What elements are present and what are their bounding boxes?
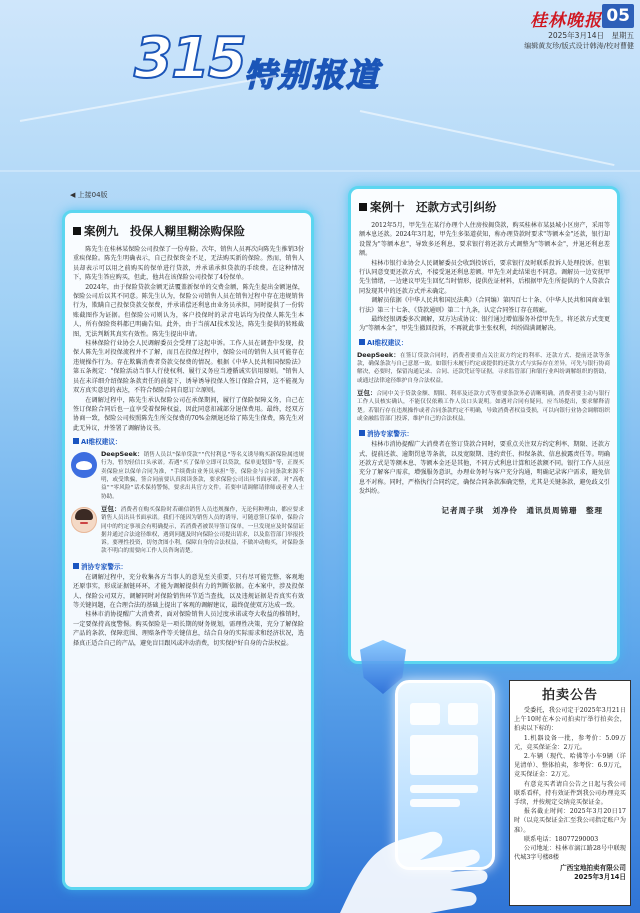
notice-signature — [514, 864, 626, 882]
case9-deepseek-text — [101, 450, 304, 501]
case9-label: 案例九 — [84, 224, 119, 238]
doubao-advice-text: 合同中关于贷款金额、期限、利率及还款方式等重要条款务必清晰明确，消费者要主动与银行工作人员核实确认，不能仅仅依赖工作人员口头说明。如遇对合同有疑问，应当场提出，要求解释清楚。若银行存在违规操作或者合同条款约定不明确，导致消费者权益受损，可以向银行业协会调解组织或金融监管部门投诉，维护自己的合法权益。 — [357, 391, 610, 422]
auction-notice — [509, 680, 631, 906]
case10-doubao-text — [357, 389, 610, 423]
notice-paragraph: 1.机器设备一批，参考价：5.09万元，竞买保证金：2万元。 — [514, 734, 626, 751]
continued-from-label: ◀ 上接04版 — [70, 191, 108, 199]
case9-warning-body — [65, 573, 311, 648]
square-bullet-icon — [73, 563, 79, 569]
doubao-name: 豆包： — [101, 504, 121, 513]
doubao-avatar-icon — [71, 507, 97, 533]
case9-title: 投保人糊里糊涂购保险 — [130, 224, 245, 238]
newspaper-logo: 桂林晚报 — [530, 11, 602, 31]
notice-paragraph: 有意竞买者请自公告之日起与我公司联系看样，持有效证件到我公司办理竞买手续，并按规定交纳竞买保证金。 — [514, 780, 626, 807]
issue-date: 2025年3月14日 星期五 — [548, 31, 634, 40]
square-bullet-icon — [73, 227, 81, 235]
case9-warning-paragraph: 在调解过程中，充分收集各方当事人的意见至关重要，只有尽可能完整、客观地还原事实，形成证据链环环，才能为调解提供有力的判断依据。在本案中，涉及投保人、保险公司双方，调解同时对保险销售环节适当查找，以及违规证据是否真实有效等关键问题，在合理合法的基础上提出了客观的调解建议，最终促使双方达成一致。 — [73, 573, 304, 609]
case9-ai-header — [65, 433, 311, 448]
continued-from-text: 上接04版 — [77, 191, 108, 199]
case10-ai-header-text: AI维权建议： — [367, 338, 408, 347]
notice-paragraph: 报名截止时间：2025年3月20日17时（以竞买保证金汇至我公司指定账户为准）。 — [514, 808, 626, 834]
case9-warning-header — [65, 558, 311, 573]
case10-panel — [348, 186, 620, 664]
whale-icon — [71, 452, 97, 478]
case9-warning-paragraph: 桂林市消协提醒广大消费者，面对保险销售人员过度承诺或夸大收益的推销时，一定要保持高度警惕。购买保险是一项长期的财务规划，需理性决策，充分了解保险产品的条款、保障范围、理赔条件等关键信息，结合自身的实际需求和经济状况，选择真正适合自己的产品，避免盲目跟风或冲动消费，切实保护好自身的合法权益。 — [73, 611, 304, 647]
notice-title: 拍卖公告 — [541, 688, 598, 703]
square-bullet-icon — [359, 430, 365, 436]
case9-ai-header-text: AI维权建议： — [81, 438, 122, 447]
square-bullet-icon — [359, 339, 365, 345]
doubao-name: 豆包： — [357, 389, 377, 398]
deepseek-name: DeepSeek： — [101, 450, 144, 459]
case10-warning-body — [351, 440, 617, 496]
light-ray — [0, 170, 640, 172]
notice-paragraph: 公司地址：桂林市漓江路28号中联现代城3字号楼8楼 — [514, 845, 626, 862]
doubao-advice-text: 消费者在购买保险时若确信销售人员违规操作，无论何种理由，都应要求销售人员出具书面承诺。我们不能因为销售人员的诱导，可随意签订保单，保险合同中的约定事项会有明确提示，若消费者被误导签订保单，一旦发现应及时保留证据并通过合法途径维权，遇到问题及时向保险公司提出请求，以及监管部门举报投诉。要理性投资，切勿贪图小利，保障自身的合法权益，不做冲动购买，对保险条款不明白的需要向工作人员咨询清楚。 — [101, 506, 304, 555]
case10-paragraph: 桂林市银行业协会人民调解委员会收到投诉后，要求银行及时联系投诉人处理投诉。但银行认同意变更还款方式，不接受退还利息差额。甲先生对此结果也不同意。调解员一边安抚甲先生情绪，一边建议甲先生回忆当时情形，提供佐证材料，后根据甲先生所提供的个人贷款合同发现其中的还款方式并未确定。 — [359, 259, 610, 295]
case10-label: 案例十 — [370, 200, 405, 214]
case10-warning-header — [351, 425, 617, 440]
case9-doubao-advice — [65, 503, 311, 558]
case9-panel — [62, 210, 314, 890]
square-bullet-icon — [359, 203, 367, 211]
editor-credits: 编辑黄友珍/版式设计韩涛/校对曹健 — [524, 42, 634, 50]
deepseek-advice-text: 在签订贷款合同时，消费者要重点关注双方约定的利率、还款方式、提前还款等条款，确保条款与自己意愿一致。如银行未履行约定或提供的还款方式与实际存在差异，可先与银行协商解决，必要时，保留沟通记录、合同、还款凭证等证据，寻求监管部门和银行业纠纷调解组织的帮助，或通过法律途径维护自身合法权益。 — [357, 352, 610, 384]
case9-doubao-text — [101, 505, 304, 556]
case10-title: 还款方式引纠纷 — [416, 200, 497, 214]
notice-paragraph: 受委托，我公司定于2025年3月21日上午10时在本公司拍卖厅举行拍卖会，拍卖以下标的： — [514, 707, 626, 733]
title-number: 315 — [134, 26, 245, 91]
case10-body — [351, 221, 617, 334]
notice-paragraph: 联系电话：18077290003 — [523, 835, 599, 843]
reporter-credits: 记者周子琪 刘净伶 通讯员周锦珊 整理 — [441, 505, 603, 515]
hand-illustration — [330, 720, 510, 913]
case10-deepseek-advice — [351, 349, 617, 387]
notice-date: 2025年3月14日 — [574, 873, 626, 882]
notice-body — [514, 706, 626, 862]
special-report-title — [134, 26, 434, 98]
notice-company: 广西宝地拍卖有限公司 — [560, 864, 626, 873]
light-ray — [360, 110, 615, 166]
case10-deepseek-text — [357, 351, 610, 385]
case10-paragraph: 调解员依据《中华人民共和国民法典》（合同编）第四百七十条、《中华人民共和国商业银行法》第三十七条、《贷款通则》第二十九条，认定合同签订存在瑕疵。 — [359, 297, 610, 314]
case9-paragraph: 桂林保险行业协会人民调解委员会受理了这起申诉。工作人员在调查中发现，投保人陈先生对投保流程并不了解，而且在投保过程中，保险公司的销售人员可能存在违规操作行为。存在欺瞒消费者贷款交保费的情况。根据《中华人民共和国保险法》第五条规定："保险活动当事人行使权利、履行义务应当遵循诚实信用原则。"销售人员在未详细介绍保险条款责任的前提下，诱导诱导投保人签订保险合同，这不能视为双方真实意思的表达，不符合保险合同自愿订立原则。 — [73, 340, 304, 395]
case10-heading — [359, 199, 617, 215]
title-text: 特别报道 — [244, 56, 381, 94]
case9-heading — [73, 223, 311, 239]
case10-paragraph: 最终经银调委多次调解，双方达成协议：银行通过增值服务补偿甲先生，将还款方式变更为"等额本金"，甲先生撤回投诉，不再就此事主张权利，纠纷圆满调解决。 — [359, 316, 610, 333]
case9-paragraph: 2024年，由于保险贷款金额无法覆盖新保单的交费金额，陈先生提出金额退保，保险公司后以其不同意。陈先生认为，保险公司销售人员在销售过程中存在违规销售行为，欺瞒自己投保贷款交保费，并承诺偿还利息由业务员承担，同时提供了一份转账截图作为证据。但保险公司则认为，客户投保时的录音电话均为投保人陈先生本人，所有保险资料都已明确告知。此外，由于当前AI技术发达，陈先生提供的转账截图，无法判断其真实有效性。陈先生提出申请。 — [73, 283, 304, 338]
case10-warning-header-text: 消协专家警示： — [367, 430, 414, 439]
case10-ai-header — [351, 334, 617, 349]
case10-warning-paragraph: 桂林市消协提醒广大消费者在签订贷款合同时，要重点关注双方约定利率、期限、还款方式、提前还款、逾期罚息等条款，以及宽限期、违约责任、担保条款、信息披露责任等。明确还款方式是等额本息、等额本金还是其他，不同方式利息计算和还款额不同。银行工作人员应充分了解客户需求，增强服务意识，办理业务时与客户充分沟通，明确记录客户需求，避免信息不对称。同时，严格执行合同约定，确保合同条款准确完整，尤其是关键条款，避免歧义引发纠纷。 — [359, 441, 610, 496]
case9-paragraph: 陈先生在桂林某保险公司投保了一份寿险。次年，销售人员再次向陈先生推销3份重疾保险。陈先生明确表示，自己投保资金不足，无法购买新的保险。然而，销售人员却表示可以用之前购买的保单进行贷款，并承诺承担贷款的手续费。在这种情况下，陈先生答应购买，但此，他共在该保险公司投保了4份保单。 — [73, 246, 304, 282]
deepseek-advice-text: 销售人员以"保单贷款""代付利息"等名义诱导购买新保险属违规行为，暂勿轻信口头承诺。若遇"买了保单立即可以贷款，保单更划算"等，正规买卖保险应以保单合同为准，"手续费由业务员承担"等，保险金与合同条款来源不明，或受欺骗，签合同前要认真阅读条款，要求保险公司出具书面承诺。对"高收益""零风险"话术保持警惕，要求出具官方文件。若要申请调解请律师或者业人士协助。 — [101, 452, 304, 500]
case9-body — [65, 245, 311, 433]
notice-paragraph: 2.车辆（现代、哈佛等小车9辆（详见清单）、整体拍卖，参考价：6.9万元，竞买保证金：2万元。 — [514, 753, 626, 779]
page-number: 05 — [602, 4, 634, 28]
square-bullet-icon — [73, 438, 79, 444]
hand-shape — [340, 832, 488, 913]
deepseek-name: DeepSeek： — [357, 350, 400, 359]
case9-deepseek-advice — [65, 448, 311, 503]
case9-warning-header-text: 消协专家警示： — [81, 562, 128, 571]
case9-paragraph: 在调解过程中，陈先生承认保险公司在承保期间，履行了保险保障义务，自己在签订保险合同后也一直享受着保障权益，因此同意扣减部分退保费用。最终，经双方协商一致，保险公司按照陈先生所交保费的70%金额退还给了陈先生保费，陈先生对此无异议，并签署了调解协议书。 — [73, 396, 304, 432]
case10-doubao-advice — [351, 387, 617, 425]
case10-paragraph: 2012年5月，甲先生在某行办理个人住房按揭贷款，购买桂林市某县城小区房产，采用等额本息还款。2024年3月起，甲先生多渠道获知，称办理贷款时要求"等额本金"还款，银行却设置为"等额本息"，导致多还利息，要求银行将还款方式调整为"等额本金"，并退还利息差额。 — [359, 222, 610, 258]
